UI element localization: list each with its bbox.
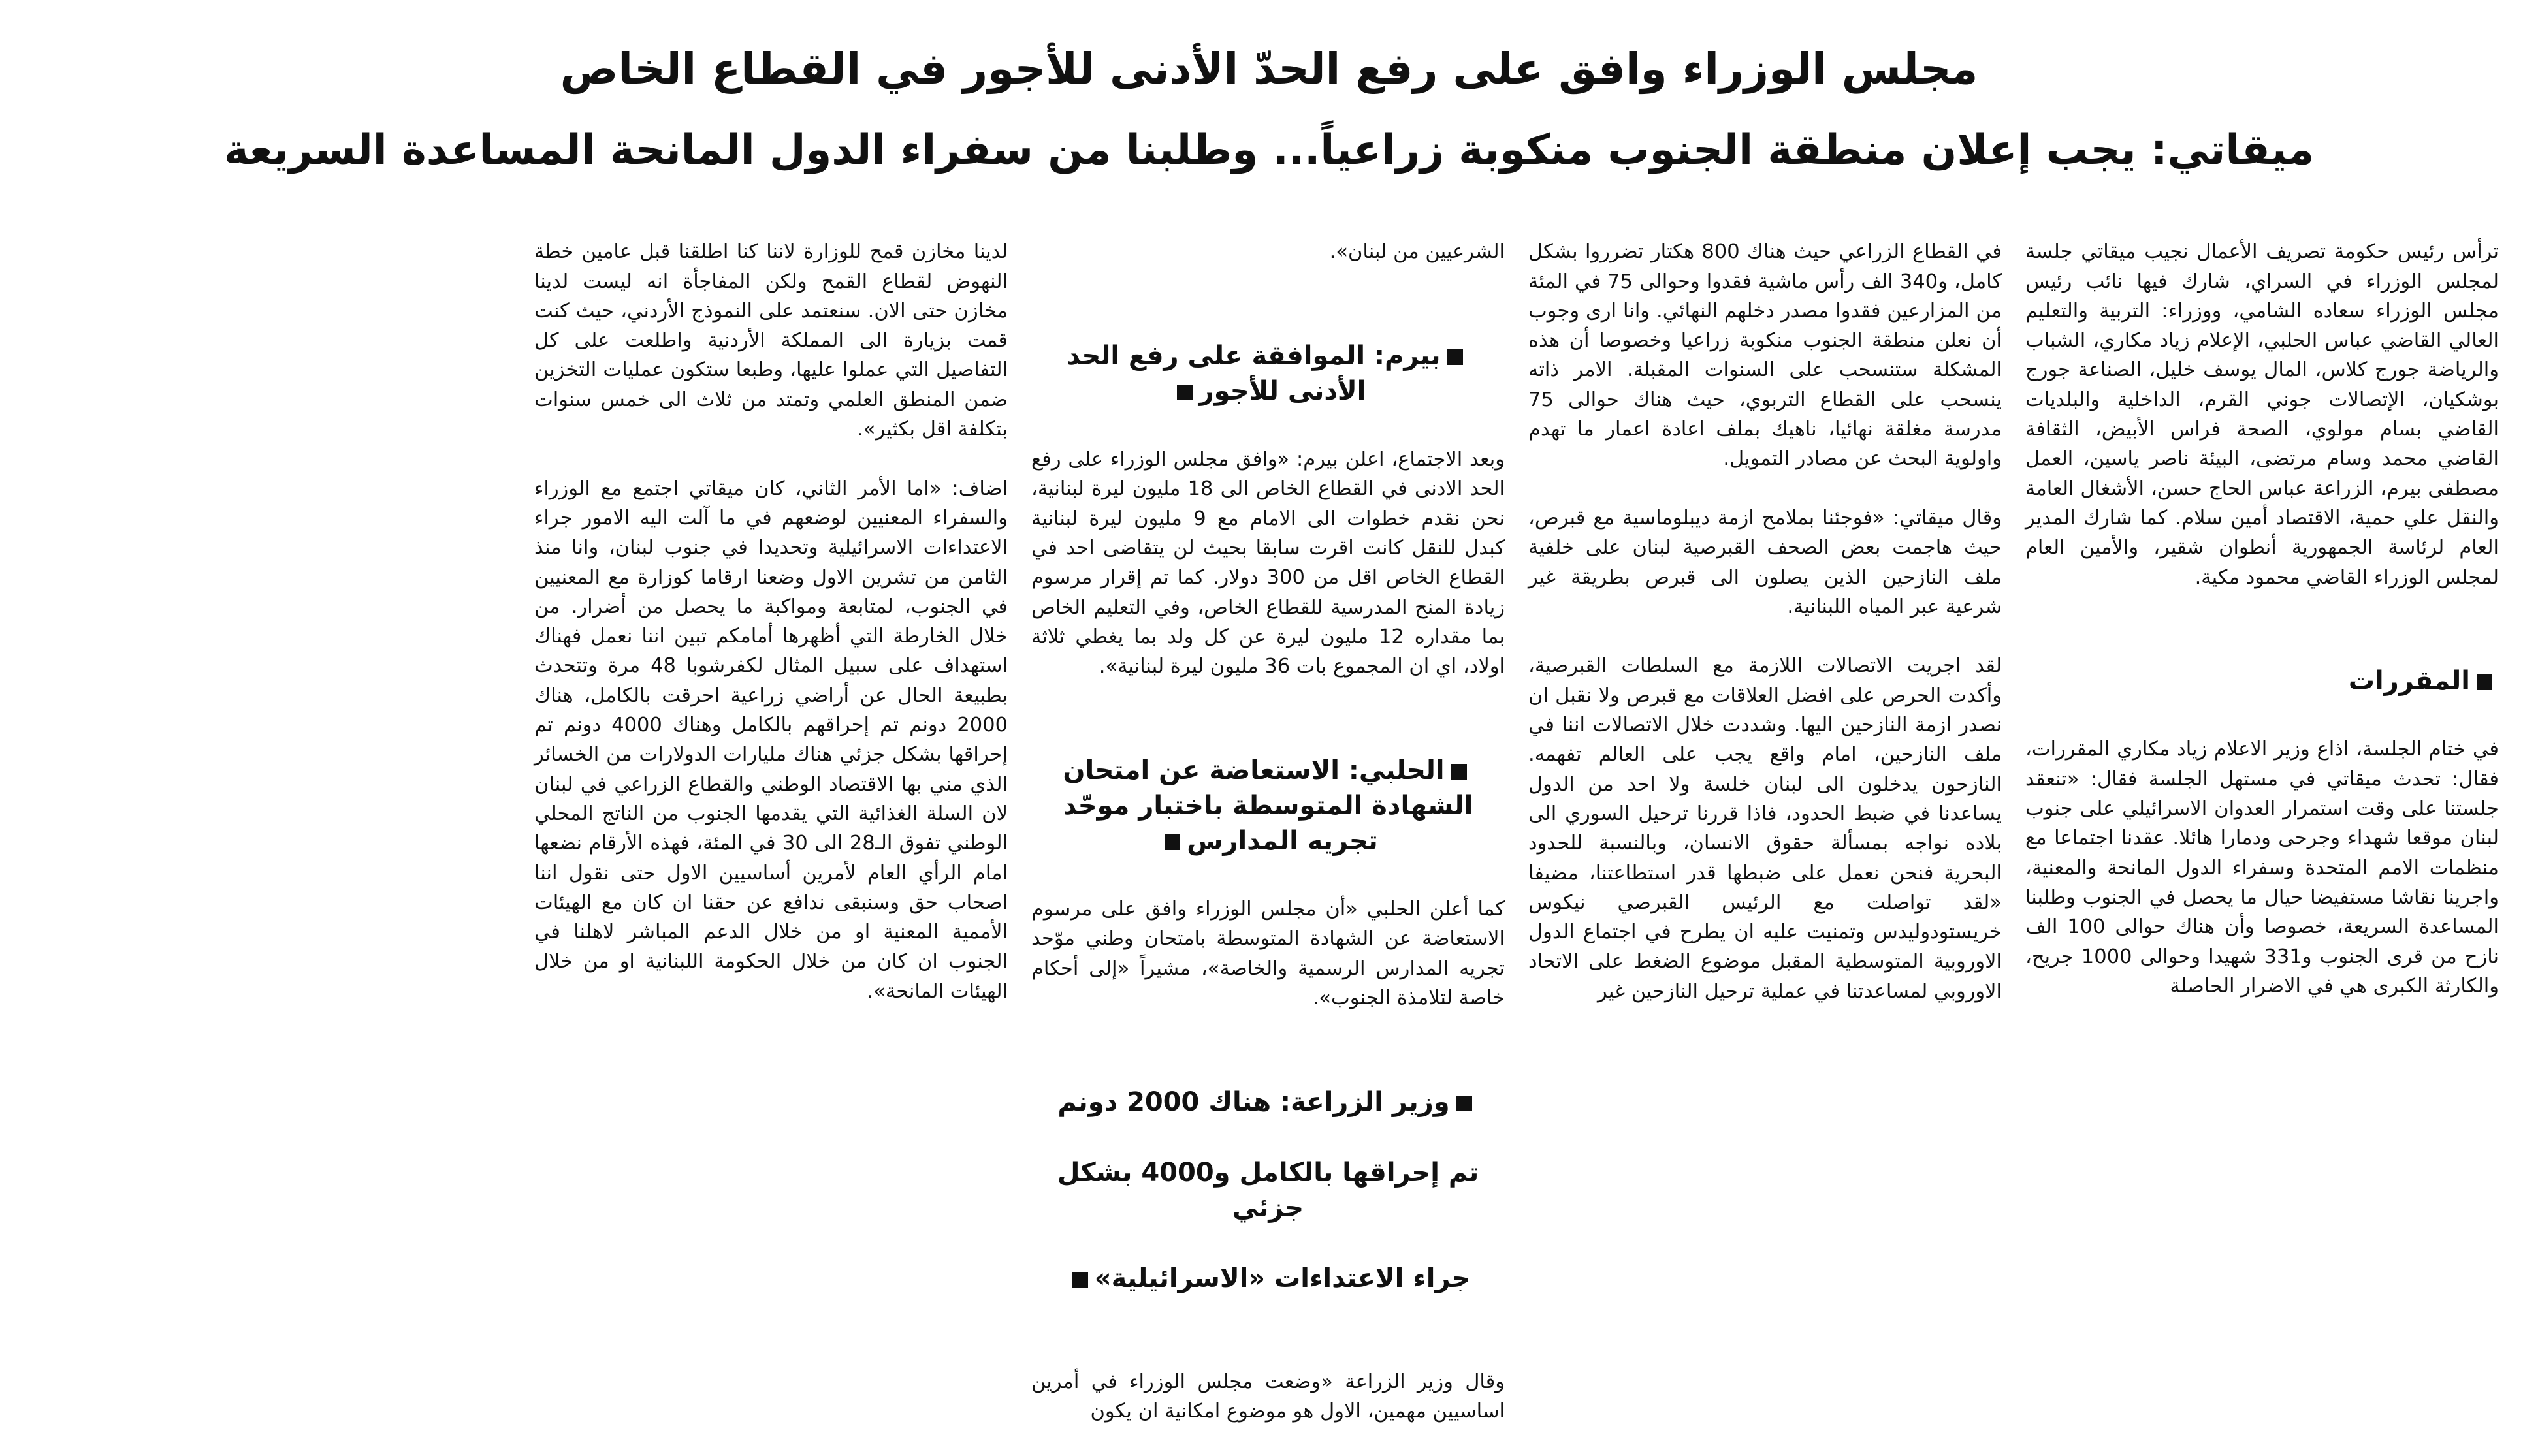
- paragraph: اضاف: «اما الأمر الثاني، كان ميقاتي اجتمع مع الوزراء والسفراء المعنيين لوضعهم في ما آلت اليه الامور جراء الاعتداءات الاسرائيلية وتحديدا في جنوب لبنان، وانا منذ الثامن من تشرين الاول وضعنا ارقاما كوزارة مع المعنيين في الجنوب، لمتابعة ومواكبة ما يحصل من أضرار. من خلال الخارطة التي أظهرها أمامكم تبين اننا نعمل فهناك استهداف على سبيل المثال لكفرشوبا 48 مرة وتتحدث بطبيعة الحال عن أراضي زراعية احرقت بالكامل، هناك 2000 دونم تم إحراقهم بالكامل وهناك 4000 دونم تم إحراقها بشكل جزئي هناك مليارات الدولارات من الخسائر الذي مني بها الاقتصاد الوطني والقطاع الزراعي في لبنان لان السلة الغذائية التي يقدمها الجنوب من الناتج المحلي الوطني تفوق الـ28 الى 30 في المئة، فهذه الأرقام نضعها امام الرأي العام لأمرين أساسيين الاول حتى نقول اننا اصحاب حق وسنبقى ندافع عن حقنا ان كان مع الهيئات الأممية المعنية او من خلال الدعم المباشر لاهلنا في الجنوب ان كان من خلال الحكومة اللبنانية او من خلال الهيئات المانحة».: [534, 477, 1008, 1003]
- paragraph: الشرعيين من لبنان».: [1329, 240, 1505, 264]
- column-1: [2025, 208, 2499, 1056]
- subheading-decisions: [2025, 628, 2499, 699]
- paragraph: لقد اجريت الاتصالات اللازمة مع السلطات القبرصية، وأكدت الحرص على افضل العلاقات مع قبرص ولا نقبل ان نصدر ازمة النازحين اليها. وشددت خلال الاتصالات اننا في ملف النازحين، امام واقع يجب على العالم تفهمه. النازحون يدخلون الى لبنان خلسة ولا احد من الدول يساعدنا في ضبط الحدود، فاذا قررنا ترحيل السوري الى بلاده نواجه بمسألة حقوق الانسان، وبالنسبة للحدود البحرية فنحن نعمل على ضبطها قدر استطاعتنا، مضيفا «لقد تواصلت مع الرئيس القبرصي نيكوس خريستودوليدس وتمنيت عليه ان يطرح في اجتماع الدول الاوروبية المتوسطية المقبل موضوع الضغط على الاتحاد الاوروبي لمساعدتنا في عملية ترحيل النازحين غير: [1528, 654, 2002, 1003]
- column-3: [1031, 208, 1505, 1423]
- paragraph: ترأس رئيس حكومة تصريف الأعمال نجيب ميقاتي جلسة لمجلس الوزراء في السراي، شارك فيها نائب رئيس مجلس الوزراء سعاده الشامي، ووزراء: التربية والتعليم العالي القاضي عباس الحلبي، الإعلام زياد مكاري، الشباب والرياضة جورج كلاس، المال يوسف خليل، الصناعة جورج بوشكيان، الإتصالات جوني القرم، الداخلية والبلديات القاضي بسام مولوي، الصحة فراس الأبيض، الثقافة القاضي محمد وسام مرتضى، البيئة ناصر ياسين، العمل مصطفى بيرم، الزراعة عباس الحاج حسن، الأشغال العامة والنقل علي حمية، الاقتصاد أمين سلام. كما شارك المدير العام لرئاسة الجمهورية أنطوان شقير، والأمين العام لمجلس الوزراء القاضي محمود مكية.: [2025, 240, 2499, 589]
- subheading-text: بيرم: الموافقة على رفع الحد الأدنى للأجور: [1067, 340, 1441, 406]
- subheading-text: جراء الاعتداءات «الاسرائيلية»: [1094, 1263, 1471, 1293]
- square-bullet-icon: [1451, 764, 1467, 780]
- subheading-halabi: [1031, 718, 1505, 859]
- square-bullet-icon: [1165, 834, 1180, 850]
- square-bullet-icon: [2477, 674, 2492, 690]
- paragraph: في القطاع الزراعي حيث هناك 800 هكتار تضرروا بشكل كامل، و340 الف رأس ماشية فقدوا وحوالى 75 في المئة من المزارعين فقدوا مصدر دخلهم النهائي. وانا ارى وجوب أن نعلن منطقة الجنوب منكوبة زراعيا وخصوصا أن هذه المشكلة ستنسحب على السنوات المقبلة. الامر ذاته ينسحب على القطاع التربوي، حيث هناك حوالى 75 مدرسة مغلقة نهائيا، ناهيك بملف اعادة اعمار ما تهدم واولوية البحث عن مصادر التمويل.: [1528, 240, 2002, 471]
- subheading-text: تم إحراقها بالكامل و4000 بشكل جزئي: [1057, 1157, 1479, 1223]
- square-bullet-icon: [1072, 1272, 1088, 1288]
- paragraph: وبعد الاجتماع، اعلن بيرم: «وافق مجلس الوزراء على رفع الحد الادنى في القطاع الخاص الى 18 مليون ليرة لبنانية، نحن نقدم خطوات الى الامام مع 9 مليون ليرة لبنانية كبدل للنقل كانت اقرت سابقا بحيث لن يتقاضى احد في القطاع الخاص اقل من 300 دولار. كما تم إقرار مرسوم زيادة المنح المدرسية للقطاع الخاص، وفي التعليم الخاص بما مقداره 12 مليون ليرة عن كل ولد بما يغطي ثلاثة اولاد، اي ان المجموع بات 36 مليون ليرة لبنانية».: [1031, 448, 1505, 678]
- paragraph: وقال ميقاتي: «فوجئنا بملامح ازمة ديبلوماسية مع قبرص، حيث هاجمت بعض الصحف القبرصية لبنان على خلفية ملف النازحين الذين يصلون الى قبرص بطريقة غير شرعية عبر المياه اللبنانية.: [1528, 506, 2002, 618]
- subheading-bayram: [1031, 303, 1505, 409]
- subheading-text: وزير الزراعة: هناك 2000 دونم: [1057, 1086, 1450, 1117]
- subheading-agriculture: [1031, 1049, 1505, 1331]
- sub-headline: ميقاتي: يجب إعلان منطقة الجنوب منكوبة زراعياً... وطلبنا من سفراء الدول المانحة المساعدة السريعة: [223, 126, 2315, 174]
- column-2: [1528, 208, 2002, 1056]
- paragraph: في ختام الجلسة، اذاع وزير الاعلام زياد مكاري المقررات، فقال: تحدث ميقاتي في مستهل الجلسة فقال: «تنعقد جلستنا على وقت استمرار العدوان الاسرائيلي على جنوب لبنان موقعا شهداء وجرحى ودمارا هائلا. عقدنا اجتماعا مع منظمات الامم المتحدة وسفراء الدول المانحة والمعنية، واجرينا نقاشا مستفيضا حيال ما يحصل في الجنوب وطلبنا المساعدة السريعة، خصوصا وأن هناك حوالى 100 الف نازح من قرى الجنوب و331 شهيدا وحوالى 1000 جريح، والكارثة الكبرى هي في الاضرار الحاصلة: [2025, 738, 2499, 998]
- square-bullet-icon: [1177, 385, 1193, 400]
- square-bullet-icon: [1456, 1096, 1472, 1111]
- paragraph: لدينا مخازن قمح للوزارة لاننا كنا اطلقنا قبل عامين خطة النهوض لقطاع القمح ولكن المفاجأة انه ليست لدينا مخازن حتى الان. سنعتمد على النموذج الأردني، حيث كنت قمت بزيارة الى المملكة الأردنية واطلعت على كل التفاصيل التي عملوا عليها، وطبعا ستكون عمليات التخزين ضمن المنطق العلمي وتمتد من ثلاث الى خمس سنوات بتكلفة اقل بكثير».: [534, 240, 1008, 441]
- paragraph: وقال وزير الزراعة «وضعت مجلس الوزراء في أمرين اساسيين مهمين، الاول هو موضوع امكانية ان يكون: [1031, 1370, 1505, 1423]
- article-columns: [39, 208, 2499, 1423]
- main-headline: مجلس الوزراء وافق على رفع الحدّ الأدنى للأجور في القطاع الخاص: [560, 44, 1978, 94]
- subheading-text: المقررات: [2348, 666, 2470, 697]
- square-bullet-icon: [1447, 349, 1463, 365]
- paragraph: كما أعلن الحلبي «أن مجلس الوزراء وافق على مرسوم الاستعاضة عن الشهادة المتوسطة بامتحان وطني موّحد تجريه المدارس الرسمية والخاصة»، مشيراً «إلى أحكام خاصة لتلامذة الجنوب».: [1031, 898, 1505, 1010]
- subheading-text: الحلبي: الاستعاضة عن امتحان الشهادة المتوسطة باختبار موحّد تجريه المدارس: [1063, 755, 1473, 856]
- column-4: [534, 208, 1008, 1056]
